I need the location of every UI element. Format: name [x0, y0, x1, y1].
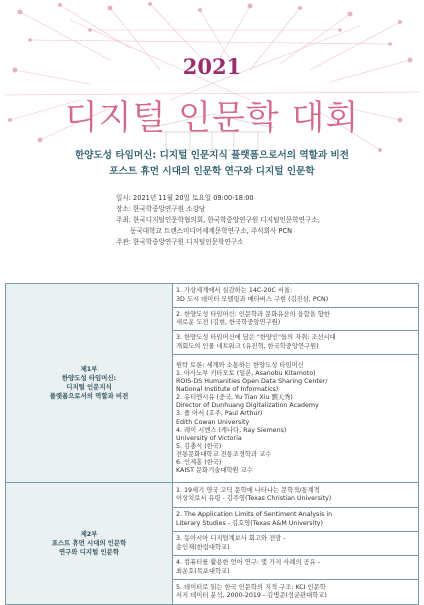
info-organizers-cont: 동국대학교 트랜스미디어세계문학연구소, 주식회사 PCN	[130, 227, 293, 235]
event-subtitle-1: 한양도성 타임머신: 디지털 인문지식 플랫폼으로서의 역할과 비전	[74, 150, 350, 161]
network-graph-decoration	[0, 0, 424, 170]
info-host: 주관: 한국학중앙연구원 디지털인문학연구소	[116, 238, 244, 246]
program-table	[5, 283, 419, 605]
session-2-item-2: 2. The Application Limits of Sentiment Analysis in Literary Studies - 김호영(Texas A&M University)	[173, 508, 419, 532]
session-1-item-2: 2. 한양도성 타임머신: 인문학과 문화유산의 융합을 향한 새로운 도전 (김현, 한국학중앙연구원)	[173, 308, 419, 331]
session-2-item-3: 3. 동아시아 디지털계보사 회고와 전망 - 송인재(한림대학교)	[173, 532, 419, 556]
session-2-item-4: 4. 컴퓨터를 활용한 언어 연구: 몇 가지 사례의 공유 - 최운호(목포대학교)	[173, 556, 419, 580]
table-row	[6, 483, 419, 508]
info-venue: 장소: 한국학중앙연구원 소강당	[116, 205, 206, 213]
event-year: 2021	[182, 54, 242, 79]
event-subtitle-2: 포스트 휴먼 시대의 인문학 연구와 디지털 인문학	[109, 166, 315, 177]
session-1-item-4: 원탁 토론: 세계와 소통하는 한양도성 타임머신 1. 아사노부 키타모토 (일본, Asanobu Kitamoto) ROIS-DS Humanities Open Data Sharing Center/ National Institute of Informatics) 2. 유티엔시유 (중국, Yu Tian Xiu 劉天秀) Director of Dunhuang Digitalization Academy 3. 폴 아서 (호주, Paul Arthur) Edith Cowan University 4. 레이 시멘스 (캐나다, Ray Siemens) University of Victoria 5. 김충식 (한국) 전통문화대학교 전통조경학과 교수 6. 인제홍 (한국) KAIST 문화기술대학원 교수	[173, 355, 419, 483]
event-info	[116, 193, 416, 248]
session-1-label: 제1부 한양도성 타임머신: 디지털 인문지식 플랫폼으로서의 역할과 비전	[6, 284, 173, 483]
info-date: 일시: 2021년 11월 20일 토요일 09:00-18:00	[116, 194, 254, 202]
session-1-item-3: 3. 한양도성 타임머신에 담은 "한양인"들의 자취: 조선시대 개회도의 인물 네트워크 (유진혁, 한국학중앙연구원)	[173, 331, 419, 355]
event-title: 디지털 인문학 대회	[64, 98, 360, 138]
session-2-item-1: 1. 19세기 영국 고딕 문학에 나타나는 문학적/통계적 이상치로서 유령 - 김주영(Texas Christian University)	[173, 483, 419, 508]
session-2-label: 제2부 포스트 휴먼 시대의 인문학 연구와 디지털 인문학	[6, 483, 173, 605]
info-organizers: 주최: 한국디지털인문학협의회, 한국학중앙연구원 디지털인문학연구소,	[116, 216, 320, 224]
table-row	[6, 284, 419, 308]
session-1-item-1: 1. 가상세계에서 실감하는 14C-20C 서울: 3D 도시 데이터 모델링과 메타버스 구현 (김진삼, PCN)	[173, 284, 419, 308]
session-2-item-5: 5. 데이터로 읽는 한국 인문학의 지적 구조: KCI 인문학 서지 데이터 분석, 2000-2019 - 김병준(성균관대학교)	[173, 580, 419, 605]
